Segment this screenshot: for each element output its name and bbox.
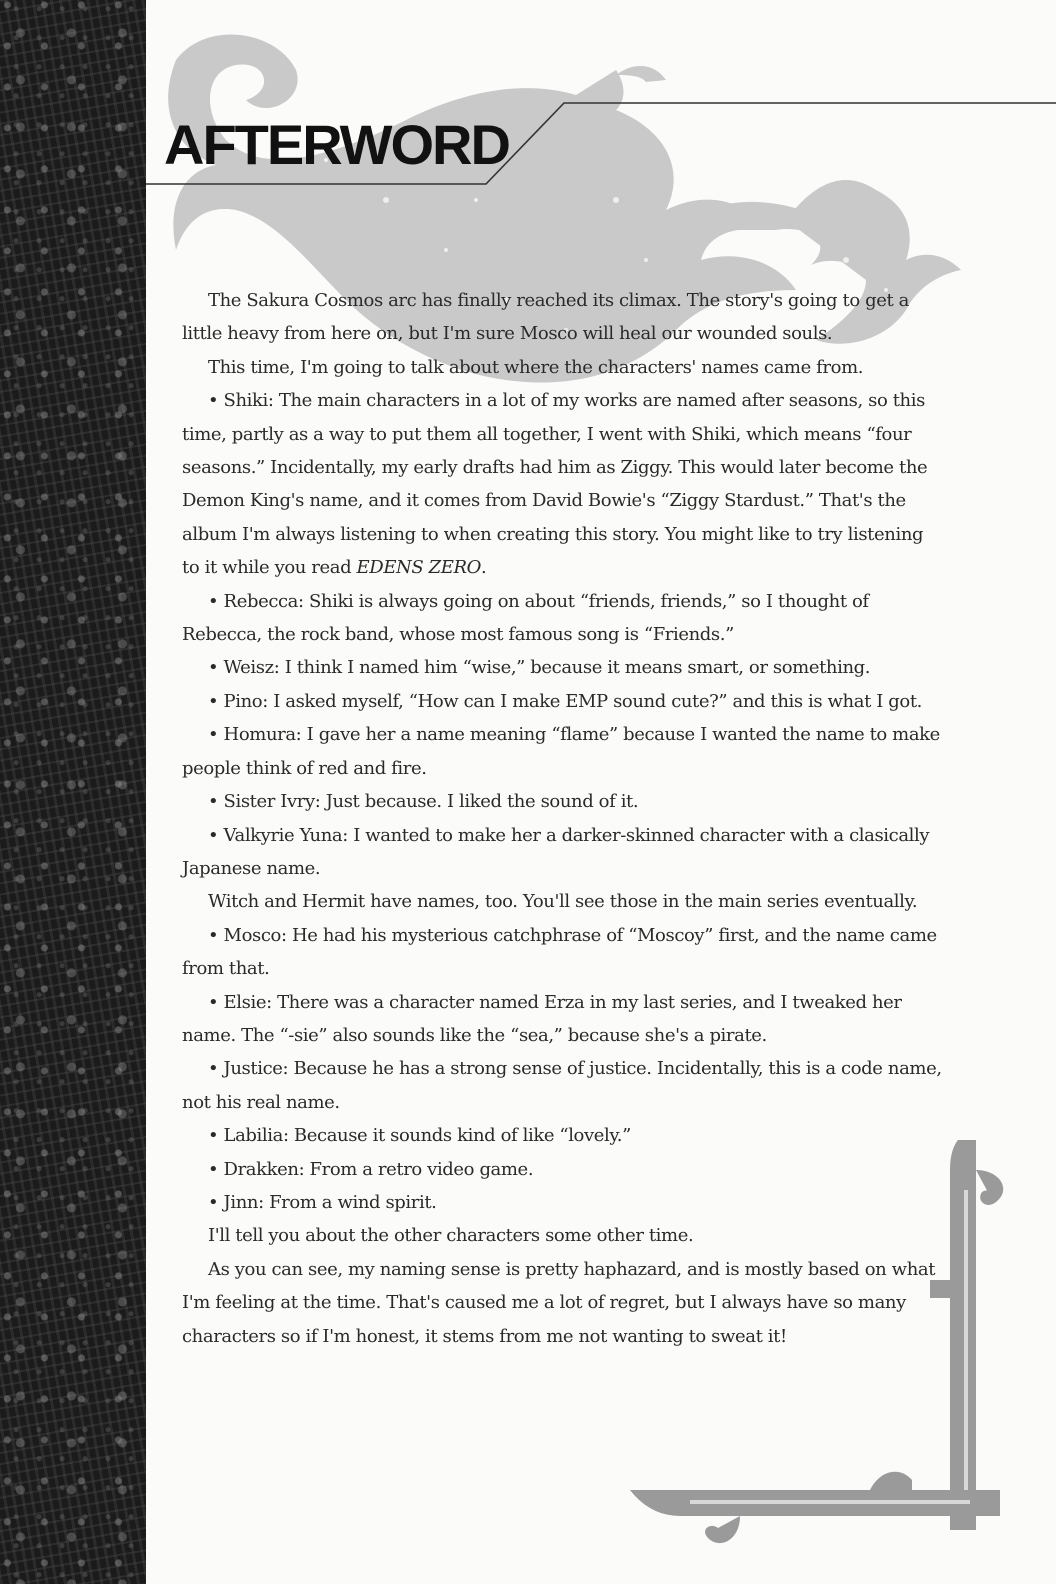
paragraph: Witch and Hermit have names, too. You'll see those in the main series eventually. (208, 891, 918, 913)
paragraph: • Mosco: He had his mysterious catchphrase of “Moscoy” first, and the name came from that. (182, 924, 937, 980)
paragraph: • Homura: I gave her a name meaning “flame” because I wanted the name to make people think of red and fire. (182, 724, 940, 779)
paragraph: • Drakken: From a retro video game. (208, 1158, 534, 1180)
paragraph: • Jinn: From a wind spirit. (208, 1191, 437, 1213)
paragraph: • Justice: Because he has a strong sense of justice. Incidentally, this is a code name, not his real name. (182, 1058, 942, 1113)
paragraph: • Weisz: I think I named him “wise,” because it means smart, or something. (208, 657, 871, 679)
paragraph: I'll tell you about the other characters some other time. (208, 1225, 694, 1247)
paragraph: • Elsie: There was a character named Erza in my last series, and I tweaked her name. The “-sie” also sounds like the “sea,” because she's a pirate. (182, 991, 902, 1046)
paragraph: This time, I'm going to talk about where the characters' names came from. (208, 356, 864, 378)
paragraph: • Labilia: Because it sounds kind of like “lovely.” (208, 1125, 631, 1147)
paragraph-shiki (182, 384, 942, 584)
paragraph: • Sister Ivry: Just because. I liked the sound of it. (208, 791, 639, 813)
decorative-side-strip (0, 0, 146, 1584)
paragraph: As you can see, my naming sense is pretty haphazard, and is mostly based on what I'm feeling at the time. That's caused me a lot of regret, but I always have so many characters so if I'm honest, it stems from me not wanting to sweat it! (182, 1258, 936, 1347)
series-title: EDENS ZERO (356, 557, 482, 579)
paragraph: The Sakura Cosmos arc has finally reached its climax. The story's going to get a little heavy from here on, but I'm sure Mosco will heal our wounded souls. (182, 290, 909, 345)
page-title: AFTERWORD (164, 113, 509, 176)
paragraph: • Valkyrie Yuna: I wanted to make her a darker-skinned character with a clasically Japanese name. (182, 824, 930, 879)
paragraph: • Pino: I asked myself, “How can I make EMP sound cute?” and this is what I got. (208, 690, 922, 712)
shiki-end: . (481, 557, 487, 579)
afterword-body (182, 284, 942, 1353)
shiki-text: • Shiki: The main characters in a lot of my works are named after seasons, so this time, partly as a way to put them all together, I went with Shiki, which means “four seasons.” Incidentally, my early drafts had him as Ziggy. This would later become the Demon King's name, and it comes from David Bowie's “Ziggy Stardust.” That's the album I'm always listening to when creating this story. You might like to try listening to it while you read (182, 390, 928, 579)
paragraph: • Rebecca: Shiki is always going on about “friends, friends,” so I thought of Rebecca, the rock band, whose most famous song is “Friends.” (182, 590, 869, 646)
